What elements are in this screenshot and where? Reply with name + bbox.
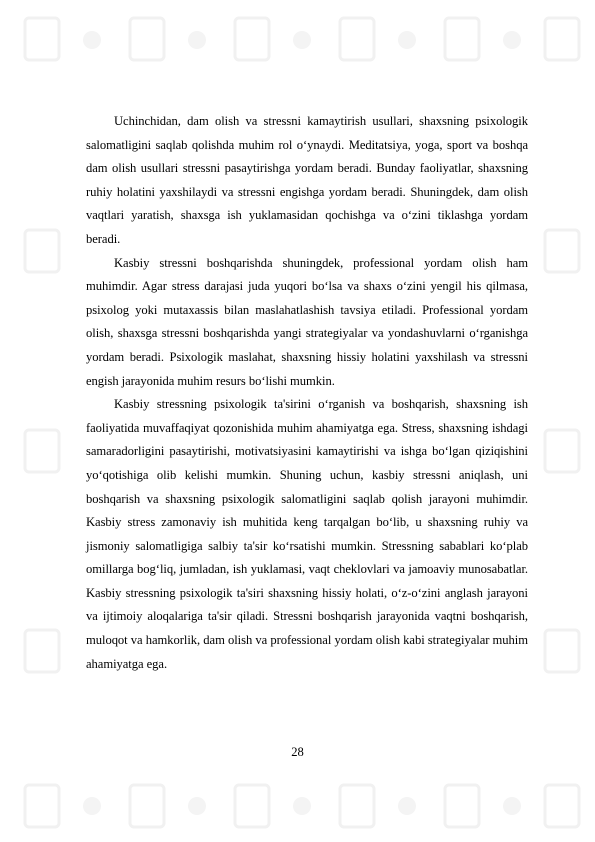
paragraph-3: Kasbiy stressning psixologik ta'sirini o‘rganish va boshqarish, shaxsning ish faoliyatida muvaffaqiyat qozonishida muhim ahamiyatga ega. Stress, shaxsning ishdagi samaradorligini pasaytirishi, motivatsiyasini kamaytirishi va ishga bo‘lgan qiziqishini yo‘qotishiga olib kelishi mumkin. Shuning uchun, kasbiy stressni aniqlash, uni boshqarish va shaxsning psixologik salomatligini saqlab qolish jarayoni muhimdir. Kasbiy stress zamonaviy ish muhitida keng tarqalgan bo‘lib, u shaxsning ruhiy va jismoniy salomatligiga salbiy ta'sir ko‘rsatishi mumkin. Stressning sabablari ko‘plab omillarga bog‘liq, jumladan, ish yuklamasi, vaqt cheklovlari va jamoaviy munosabatlar. Kasbiy stressning psixologik ta'siri shaxsning hissiy holati, o‘z-o‘zini anglash jarayoni va ijtimoiy aloqalariga ta'sir qiladi. Stressni boshqarish jarayonida vaqtni boshqarish, muloqot va hamkorlik, dam olish va professional yordam olish kabi strategiyalar muhim ahamiyatga ega. xyxy=(86,397,528,671)
paragraph-2: Kasbiy stressni boshqarishda shuningdek, professional yordam olish ham muhimdir. Agar stress darajasi juda yuqori bo‘lsa va shaxs o‘zini yengil his qilmasa, psixolog yoki mutaxassis bilan maslahatlashish tavsiya etiladi. Professional yordam olish, shaxsga stressni boshqarishda yangi strategiyalar va yondashuvlarni o‘rganishga yordam beradi. Psixologik maslahat, shaxsning hissiy holatini yaxshilash va stressni engish jarayonida muhim resurs bo‘lishi mumkin. xyxy=(86,255,528,388)
paragraph-1: Uchinchidan, dam olish va stressni kamaytirish usullari, shaxsning psixologik salomatligini saqlab qolishda muhim rol o‘ynaydi. Meditatsiya, yoga, sport va boshqa dam olish usullari stressni pasaytirishga yordam beradi. Bunday faoliyatlar, shaxsning ruhiy holatini yaxshilaydi va stressni engishga yordam beradi. Shuningdek, dam olish vaqtlari yaratish, shaxsga ish yuklamasidan qochishga va o‘zini tiklashga yordam beradi. xyxy=(86,114,528,246)
body-text xyxy=(86,110,528,676)
page-number: 28 xyxy=(291,745,304,759)
